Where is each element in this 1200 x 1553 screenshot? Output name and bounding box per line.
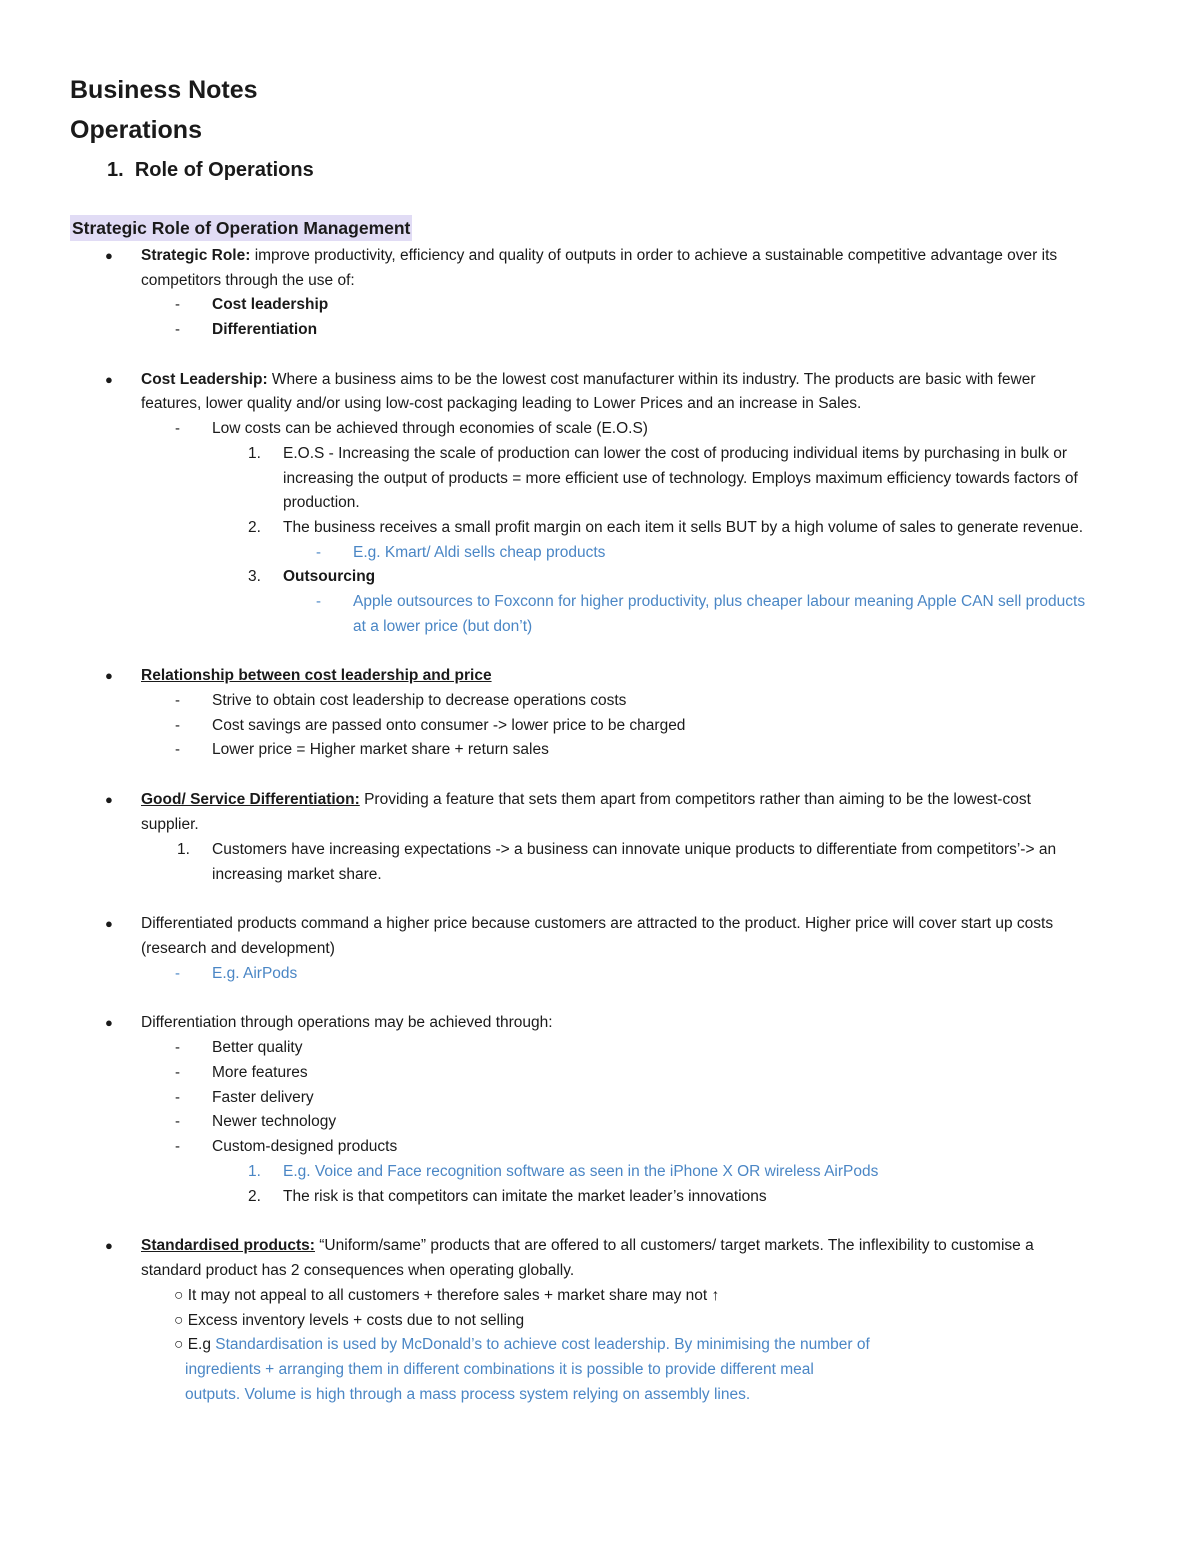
list-number: 3. bbox=[248, 568, 261, 585]
list-number: 1. bbox=[248, 1163, 261, 1180]
dash: - bbox=[175, 296, 180, 313]
bullet: ● bbox=[105, 372, 113, 387]
list-item: More features bbox=[212, 1064, 308, 1081]
bullet: ● bbox=[105, 792, 113, 807]
relationship-label: Relationship between cost leadership and price bbox=[141, 667, 492, 684]
example-text: outputs. Volume is high through a mass process system relying on assembly lines. bbox=[185, 1386, 751, 1403]
list-item: Lower price = Higher market share + return sales bbox=[212, 741, 549, 758]
differentiation-label: Good/ Service Differentiation: bbox=[141, 791, 360, 808]
section-heading bbox=[107, 157, 314, 183]
example-text: E.g. AirPods bbox=[212, 965, 298, 982]
strategic-role-text: improve productivity, efficiency and quality of outputs in order to achieve a sustainable competitive advantage over its bbox=[250, 247, 1058, 264]
dash: - bbox=[316, 544, 321, 561]
cost-leadership-line-2: features, lower quality and/or using low-cost packaging leading to Lower Prices and an increase in Sales. bbox=[141, 395, 862, 412]
bullet: ● bbox=[105, 1015, 113, 1030]
standardised-line-1 bbox=[141, 1236, 1034, 1256]
dash: - bbox=[316, 593, 321, 610]
list-number: 2. bbox=[248, 1188, 261, 1205]
numbered-item-text: Customers have increasing expectations -> a business can innovate unique products to differentiate from competitors’-> an bbox=[212, 841, 1057, 858]
up-arrow-icon: ↑ bbox=[711, 1287, 720, 1304]
differentiation-line-1 bbox=[141, 790, 1031, 810]
strategic-role-line-2: competitors through the use of: bbox=[141, 272, 355, 289]
example-text: at a lower price (but don’t) bbox=[353, 618, 533, 635]
circle-bullet: ○ bbox=[174, 1312, 184, 1329]
standardised-line-2: standard product has 2 consequences when operating globally. bbox=[141, 1262, 575, 1279]
numbered-item-text: The business receives a small profit margin on each item it sells BUT by a high volume of sales to generate revenue. bbox=[283, 519, 1084, 536]
dash: - bbox=[175, 1113, 180, 1130]
cost-leadership-text: Where a business aims to be the lowest cost manufacturer within its industry. The products are basic with fewer bbox=[267, 371, 1036, 388]
example-text: E.g. Voice and Face recognition software as seen in the iPhone X OR wireless AirPods bbox=[283, 1163, 879, 1180]
cost-leadership-line-1 bbox=[141, 370, 1036, 390]
dash: - bbox=[175, 1138, 180, 1155]
list-item: Low costs can be achieved through economies of scale (E.O.S) bbox=[212, 420, 648, 437]
example-text: Apple outsources to Foxconn for higher productivity, plus cheaper labour meaning Apple CAN sell products bbox=[353, 593, 1086, 610]
dash: - bbox=[175, 321, 180, 338]
list-item: Custom-designed products bbox=[212, 1138, 398, 1155]
bullet: ● bbox=[105, 668, 113, 683]
dash: - bbox=[175, 1039, 180, 1056]
list-item: Cost savings are passed onto consumer -> lower price to be charged bbox=[212, 717, 686, 734]
list-item: Differentiation bbox=[212, 321, 318, 338]
list-item: Better quality bbox=[212, 1039, 303, 1056]
list-item: Faster delivery bbox=[212, 1089, 314, 1106]
list-number: 1. bbox=[177, 841, 190, 858]
bullet: ● bbox=[105, 916, 113, 931]
list-item: Strive to obtain cost leadership to decrease operations costs bbox=[212, 692, 627, 709]
example-text: ingredients + arranging them in different combinations it is possible to provide different meal bbox=[185, 1361, 814, 1378]
differentiation-line-2: supplier. bbox=[141, 816, 199, 833]
standardised-label: Standardised products: bbox=[141, 1237, 315, 1254]
numbered-item-text: Outsourcing bbox=[283, 568, 376, 585]
subsection-heading: Strategic Role of Operation Management bbox=[70, 215, 412, 241]
numbered-item-text: increasing market share. bbox=[212, 866, 382, 883]
bullet: ● bbox=[105, 1238, 113, 1253]
list-number: 1. bbox=[248, 445, 261, 462]
dash: - bbox=[175, 692, 180, 709]
differentiated-products-line-1: Differentiated products command a higher price because customers are attracted to the product. Higher price will cover start up costs bbox=[141, 915, 1054, 932]
circle-item-text: Excess inventory levels + costs due to not selling bbox=[187, 1312, 525, 1329]
dash: - bbox=[175, 420, 180, 437]
dash: - bbox=[175, 1089, 180, 1106]
circle-item-text: It may not appeal to all customers + therefore sales + market share may not bbox=[187, 1287, 708, 1304]
differentiation-text: Providing a feature that sets them apart from competitors rather than aiming to be the lowest-cost bbox=[359, 791, 1031, 808]
strategic-role-line-1 bbox=[141, 246, 1057, 266]
circle-bullet: ○ bbox=[174, 1287, 184, 1304]
numbered-item-text: production. bbox=[283, 494, 360, 511]
list-number: 2. bbox=[248, 519, 261, 536]
dash: - bbox=[175, 717, 180, 734]
dash: - bbox=[175, 965, 180, 982]
numbered-item-text: E.O.S - Increasing the scale of production can lower the cost of producing individual items by purchasing in bulk or bbox=[283, 445, 1068, 462]
circle-list-item bbox=[174, 1335, 870, 1355]
list-item: Cost leadership bbox=[212, 296, 329, 313]
cost-leadership-label: Cost Leadership: bbox=[141, 371, 268, 388]
strategic-role-label: Strategic Role: bbox=[141, 247, 251, 264]
through-operations-text: Differentiation through operations may be achieved through: bbox=[141, 1014, 553, 1031]
section-number: 1. bbox=[107, 159, 124, 181]
differentiated-products-line-2: (research and development) bbox=[141, 940, 335, 957]
list-item: Newer technology bbox=[212, 1113, 337, 1130]
circle-list-item bbox=[174, 1311, 524, 1331]
example-text: Standardisation is used by McDonald’s to achieve cost leadership. By minimising the number of bbox=[215, 1336, 870, 1353]
example-text: E.g. Kmart/ Aldi sells cheap products bbox=[353, 544, 606, 561]
circle-list-item bbox=[174, 1286, 719, 1306]
document-title: Business Notes bbox=[70, 76, 258, 104]
dash: - bbox=[175, 741, 180, 758]
numbered-item-text: The risk is that competitors can imitate the market leader’s innovations bbox=[283, 1188, 767, 1205]
section-title: Role of Operations bbox=[134, 159, 314, 181]
standardised-text: “Uniform/same” products that are offered to all customers/ target markets. The inflexibility to customise a bbox=[314, 1237, 1034, 1254]
document-subtitle: Operations bbox=[70, 116, 202, 144]
numbered-item-text: increasing the output of products = more efficient use of technology. Employs maximum efficiency towards factors of bbox=[283, 470, 1078, 487]
circle-bullet: ○ bbox=[174, 1336, 184, 1353]
circle-item-prefix: E.g bbox=[187, 1336, 216, 1353]
bullet: ● bbox=[105, 248, 113, 263]
dash: - bbox=[175, 1064, 180, 1081]
